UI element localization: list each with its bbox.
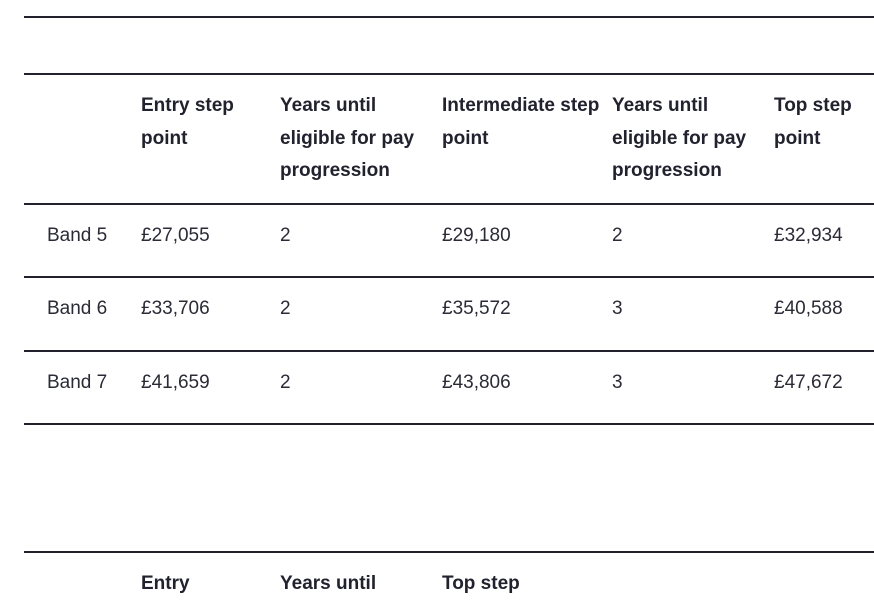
table-cell: 3 xyxy=(612,371,623,393)
header-cell: Years until eligible for pay progression xyxy=(280,95,415,181)
header-cell xyxy=(612,552,774,616)
header-cell: Entry xyxy=(141,573,190,594)
table-cell: 3 xyxy=(612,298,623,319)
header-cell: Top step point xyxy=(774,95,852,149)
table-row xyxy=(24,277,874,351)
divider xyxy=(24,16,874,18)
table-cell: £32,934 xyxy=(774,224,843,246)
table-header-row xyxy=(24,552,874,616)
header-cell: Top step xyxy=(442,573,520,594)
table-cell: 2 xyxy=(280,371,291,393)
header-cell: Intermediate step point xyxy=(442,95,600,149)
header-cell: Years until xyxy=(280,573,377,594)
header-cell xyxy=(24,552,141,616)
header-cell: Years until eligible for pay progression xyxy=(612,95,747,181)
table-row xyxy=(24,351,874,425)
table-cell: £41,659 xyxy=(141,371,210,393)
table-cell: 2 xyxy=(280,224,291,246)
header-cell xyxy=(24,74,141,204)
table-cell: £33,706 xyxy=(141,298,210,319)
table-cell: £29,180 xyxy=(442,224,511,246)
band-label: Band 5 xyxy=(47,224,108,246)
table-cell: 2 xyxy=(280,298,291,319)
table-cell: £35,572 xyxy=(442,298,511,319)
band-label: Band 7 xyxy=(47,371,108,393)
band-label: Band 6 xyxy=(47,298,108,319)
second-pay-table xyxy=(24,551,874,616)
table-row xyxy=(24,204,874,278)
table-cell: £47,672 xyxy=(774,371,843,393)
pay-band-table xyxy=(24,73,874,425)
table-cell: £27,055 xyxy=(141,224,210,246)
header-cell xyxy=(774,552,874,616)
table-header-row xyxy=(24,74,874,204)
table-cell: £40,588 xyxy=(774,298,843,319)
table-cell: 2 xyxy=(612,224,623,246)
table-cell: £43,806 xyxy=(442,371,511,393)
header-cell: Entry step point xyxy=(141,95,234,149)
